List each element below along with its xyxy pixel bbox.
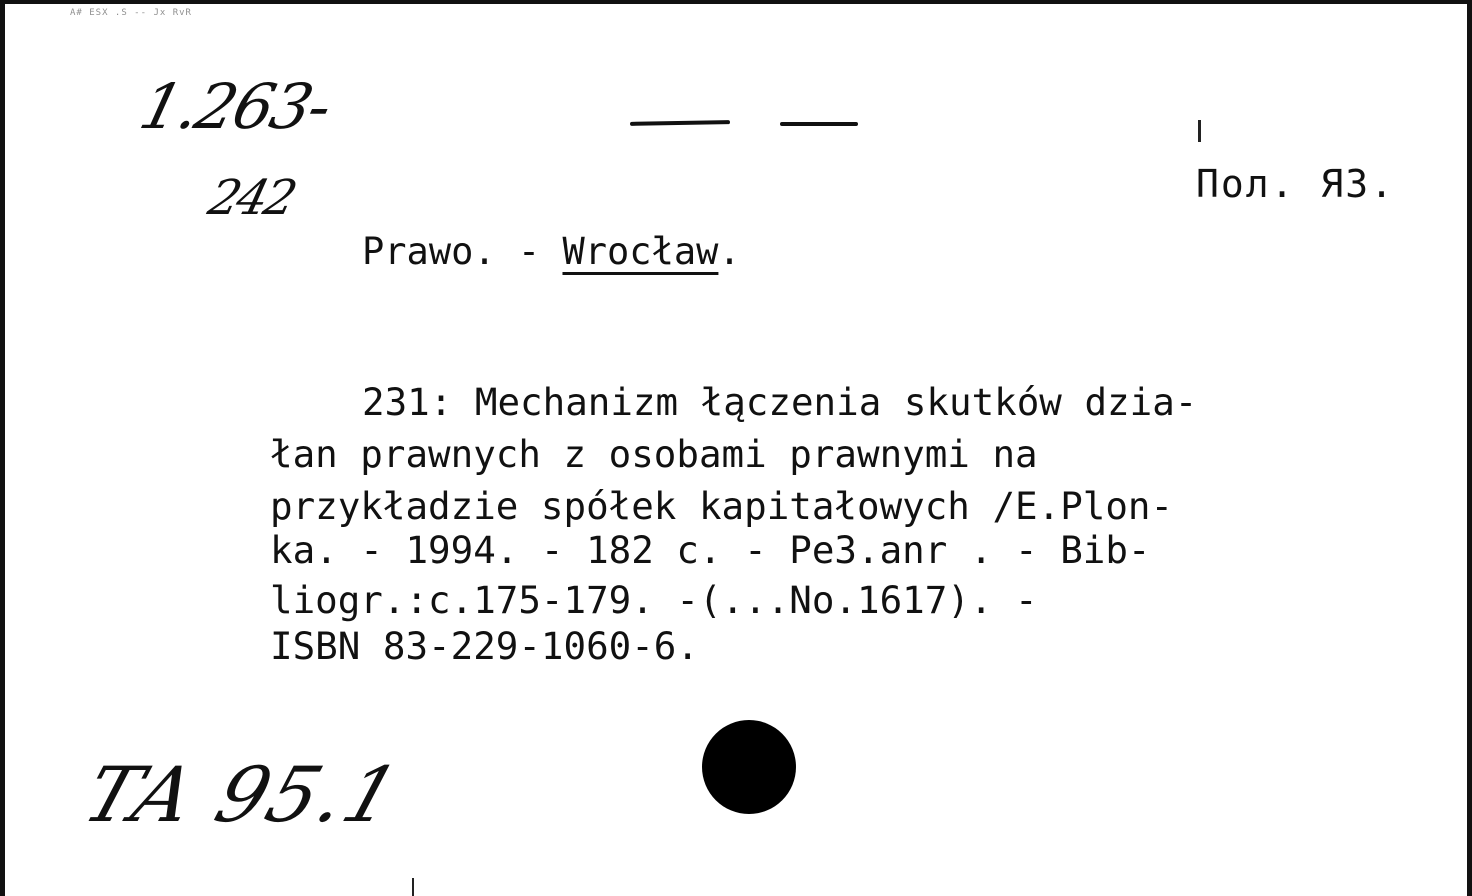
- card-top-edge: [0, 0, 1472, 4]
- card-right-edge: [1467, 0, 1472, 896]
- entry-line: 231: Mechanizm łączenia skutków dzia-: [362, 380, 1198, 424]
- heading-end: .: [718, 230, 741, 273]
- scan-edge-noise: A# ESX .S -- Jx RvR: [70, 8, 192, 18]
- card-left-edge: [0, 0, 5, 896]
- handwritten-call-mark: TA 95.1: [73, 750, 412, 839]
- entry-line: liogr.:c.175-179. -(...No.1617). -: [270, 578, 1038, 622]
- pen-dash-mark-2: [780, 122, 858, 126]
- scan-tick-mark: [412, 878, 414, 896]
- card-punch-hole: [702, 720, 796, 814]
- heading-subject: Prawo. -: [362, 230, 563, 273]
- scan-tick-mark: [1198, 120, 1201, 142]
- heading-place: Wrocław: [562, 230, 719, 273]
- entry-line: przykładzie spółek kapitałowych /E.Plon-: [270, 484, 1174, 528]
- handwritten-sub-number: 242: [203, 170, 300, 226]
- handwritten-accession-number: 1.263-: [132, 70, 338, 143]
- shelf-mark: Пол. Я3.: [1196, 162, 1396, 206]
- entry-line: ISBN 83-229-1060-6.: [270, 624, 699, 668]
- entry-line: łan prawnych z osobami prawnymi na: [270, 432, 1038, 476]
- entry-line: ka. - 1994. - 182 c. - Pe3.anr . - Bib-: [270, 528, 1151, 572]
- subject-heading: [362, 230, 741, 273]
- pen-dash-mark: [630, 120, 730, 126]
